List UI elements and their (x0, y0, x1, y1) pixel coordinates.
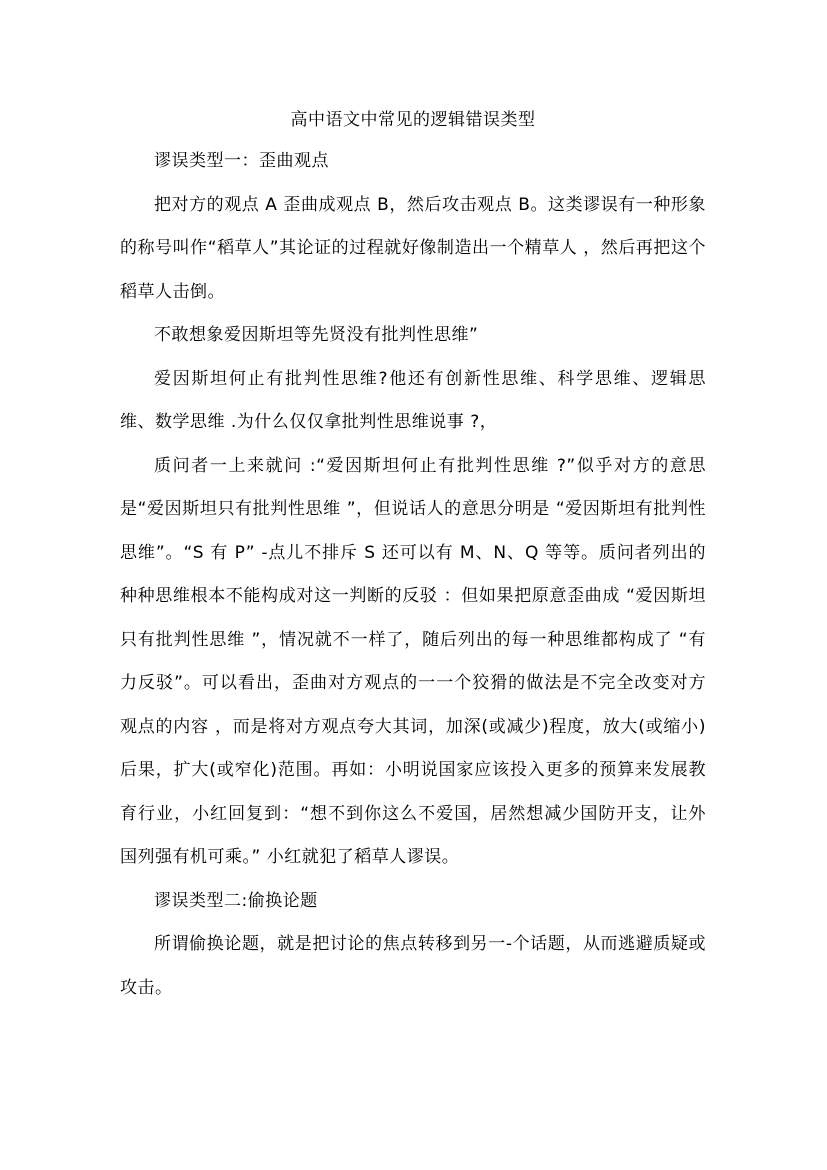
paragraph-1: 把对方的观点 A 歪曲成观点 B，然后攻击观点 B。这类谬误有一种形象的称号叫作“稻草人”其论证的过程就好像制造出一个精草人 ，然后再把这个稻草人击倒。 (120, 194, 706, 302)
paragraph-4: 质问者一上来就问 :“爱因斯坦何止有批判性思维 ?”似乎对方的意思是“爱因斯坦只有批判性思维 ”，但说话人的意思分明是 “爱因斯坦有批判性思维”。“S 有 P” -点儿不排斥 S 还可以有 M、N、Q 等等。质问者列出的种种思维根本不能构成对这一判断的反驳 ：但如果把原意歪曲成 “爱因斯坦只有批判性思维 ”，情况就不一样了，随后列出的每一种思维都构成了 “有力反驳”。可以看出，歪曲对方观点的一一个狡猾的做法是不完全改变对方观点的内容 ，而是将对方观点夸大其词，加深(或减少)程度，放大(或缩小)后果，扩大(或窄化)范围。再如：小明说国家应该投入更多的预算来发展教育行业，小红回复到：“想不到你这么不爱国，居然想减少国防开支，让外国列强有机可乘。” 小红就犯了稻草人谬误。 (120, 455, 706, 867)
section-heading-2: 谬误类型二:偷换论题 (154, 890, 318, 911)
paragraph-5: 所谓偷换论题，就是把讨论的焦点转移到另一-个话题，从而逃避质疑或攻击。 (120, 934, 706, 998)
paragraph-3: 爱因斯坦何止有批判性思维?他还有创新性思维、科学思维、逻辑思维、数学思维 .为什么仅仅拿批判性思维说事 ?， (120, 368, 706, 432)
paragraph-2: 不敢想象爱因斯坦等先贤没有批判性思维” (154, 325, 479, 345)
document-page (120, 100, 706, 1010)
section-heading-1: 谬误类型一：歪曲观点 (154, 151, 329, 171)
document-title: 高中语文中常见的逻辑错误类型 (290, 110, 536, 130)
